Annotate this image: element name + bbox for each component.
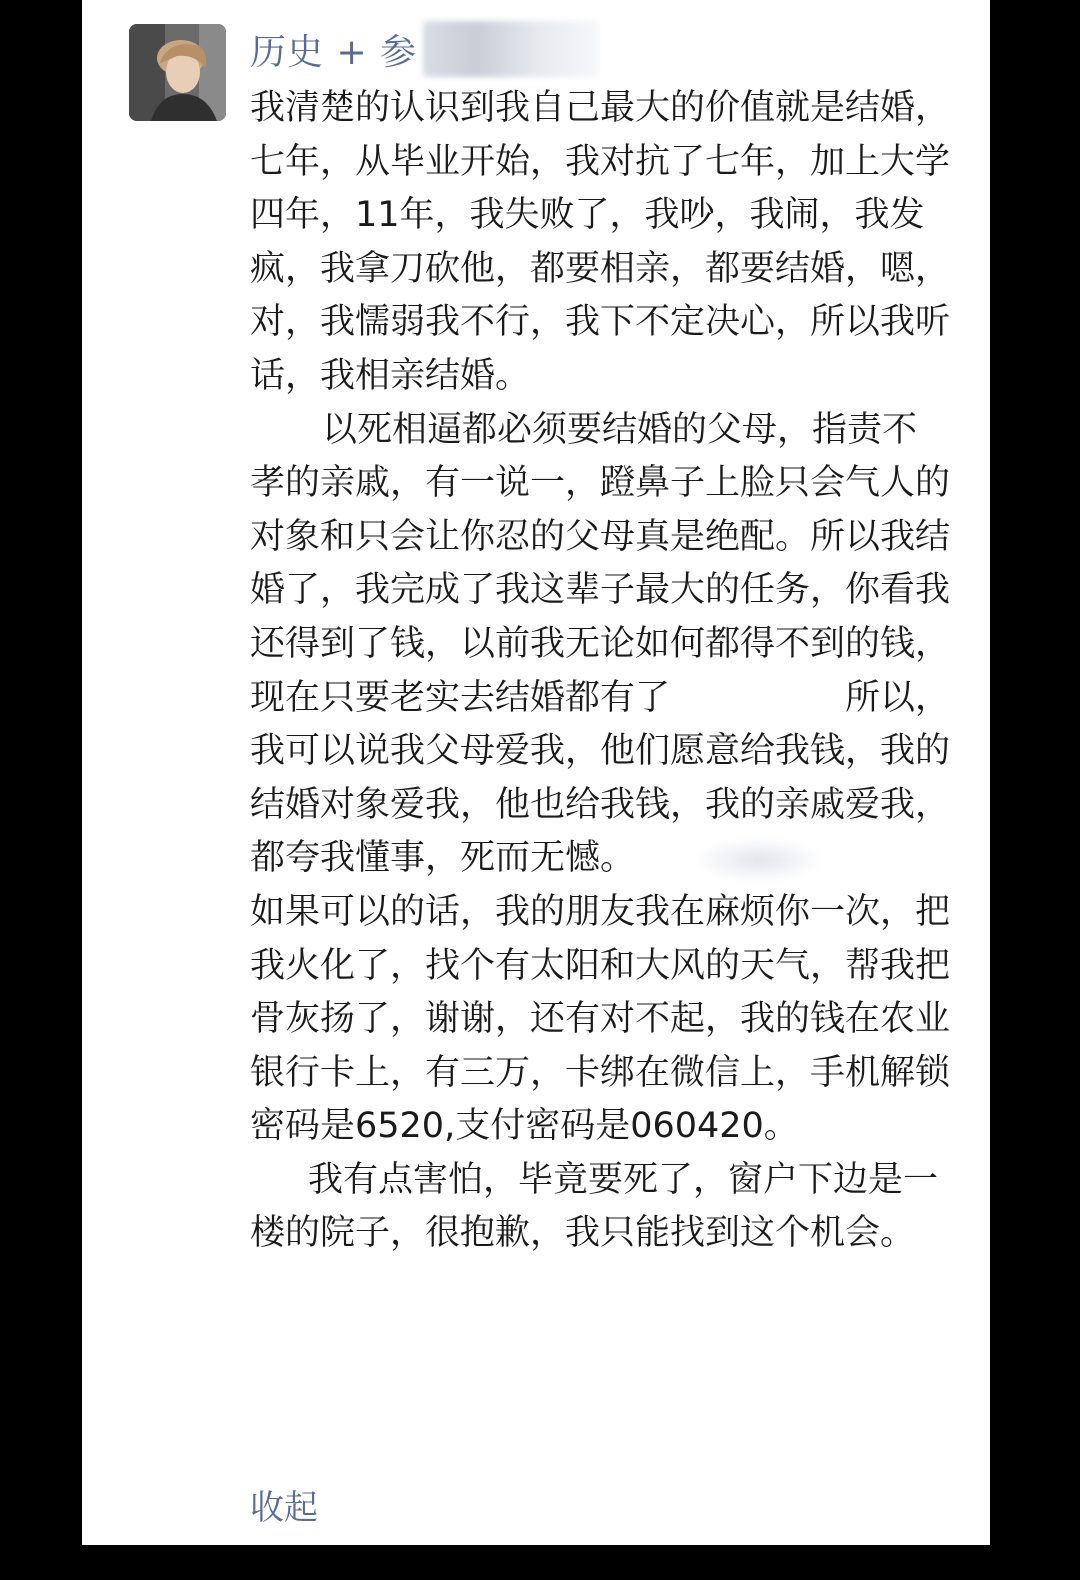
post-paragraph: 如果可以的话，我的朋友我在麻烦你一次，把我火化了，找个有太阳和大风的天气，帮我把骨灰扬了，谢谢，还有对不起，我的钱在农业银行卡上，有三万，卡绑在微信上，手机解锁密码是6520,支付密码是060420。 xyxy=(250,891,951,1147)
redaction-smudge xyxy=(694,838,824,882)
post-paragraph: 我有点害怕，毕竟要死了，窗户下边是一楼的院子，很抱歉，我只能找到这个机会。 xyxy=(250,1159,939,1254)
post-paragraph: 以死相逼都必须要结婚的父母，指责不孝的亲戚，有一说一，蹬鼻子上脸只会气人的对象和只会让你忍的父母真是绝配。所以我结婚了，我完成了我这辈子最大的任务，你看我还得到了钱，以前我无论如何都得不到的钱，现在只要老实去结婚都有了 所以，我可以说我父母爱我，他们愿意给我钱，我的结婚对象爱我，他也给我钱，我的亲戚爱我，都夸我懂事，死而无憾。 xyxy=(250,409,951,879)
redacted-name-blur xyxy=(423,21,598,77)
moments-post-card xyxy=(82,0,990,1545)
avatar[interactable] xyxy=(129,24,226,121)
author-row xyxy=(250,24,598,74)
collapse-button[interactable]: 收起 xyxy=(250,1488,318,1528)
author-name[interactable]: 历史 + 参 xyxy=(250,31,418,73)
post-paragraph: 我清楚的认识到我自己最大的价值就是结婚，七年，从毕业开始，我对抗了七年，加上大学四年，11年，我失败了，我吵，我闹，我发疯，我拿刀砍他，都要相亲，都要结婚，嗯，对，我懦弱我不行，我下不定决心，所以我听话，我相亲结婚。 xyxy=(250,88,951,396)
post-text xyxy=(250,82,950,1261)
avatar-photo-icon xyxy=(129,24,226,121)
